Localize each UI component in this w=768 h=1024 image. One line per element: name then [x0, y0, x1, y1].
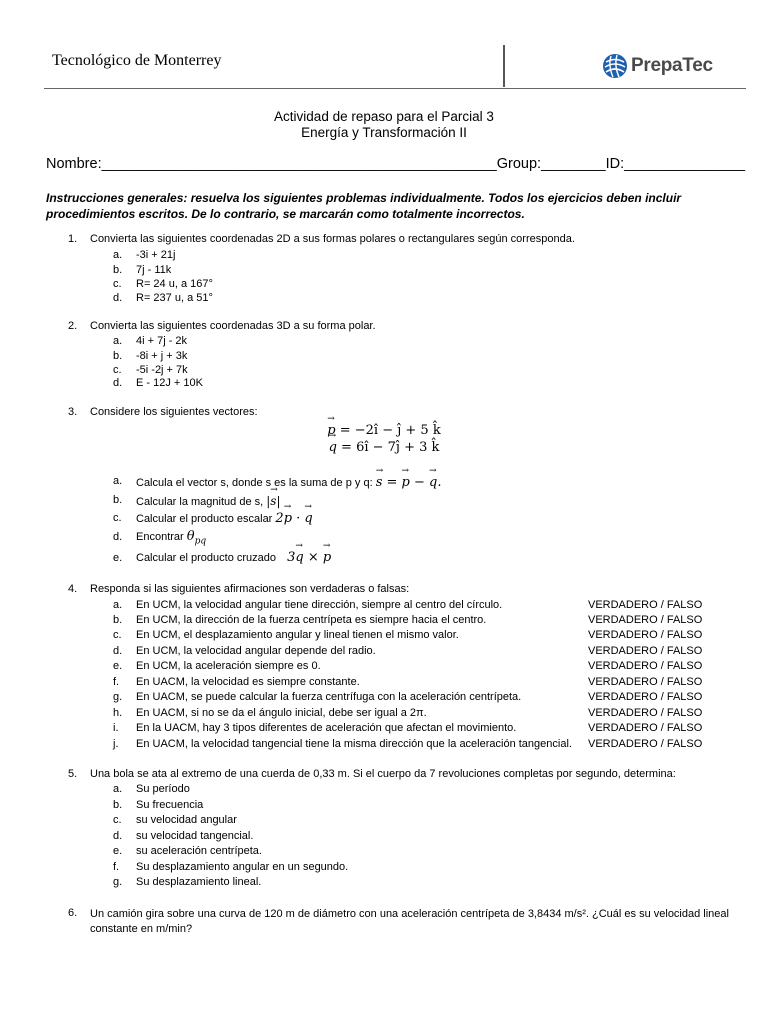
q3-letter: d. [113, 531, 123, 543]
dot-product-expression: 2→ p · → q [275, 511, 312, 526]
q4-letter: d. [113, 645, 123, 657]
school-name: Tecnológico de Monterrey [52, 52, 222, 69]
q5-letter: b. [113, 799, 123, 811]
q5-letter: c. [113, 814, 122, 826]
q4-letter: a. [113, 599, 123, 611]
q1-item: R= 24 u, a 167° [136, 278, 213, 290]
q5-item: Su período [136, 783, 190, 795]
q1-letter: b. [113, 264, 123, 276]
q4-letter: b. [113, 614, 123, 626]
true-false-label: VERDADERO / FALSO [588, 645, 703, 657]
q2-item: 4i + 7j - 2k [136, 335, 188, 347]
q1-letter: c. [113, 278, 122, 290]
title-line-2: Energía y Transformación II [301, 125, 467, 140]
q2-letter: c. [113, 364, 122, 376]
q3-item-text: Calcular el producto escalar [136, 513, 276, 525]
q3-number: 3. [68, 406, 78, 418]
q5-item: su velocidad angular [136, 814, 237, 826]
q5-item: Su desplazamiento angular en un segundo. [136, 861, 349, 873]
q5-text: Una bola se ata al extremo de una cuerda de 0,33 m. Si el cuerpo da 7 revoluciones completas por segundo, determina: [90, 768, 676, 780]
globe-icon [602, 53, 628, 79]
q3-item-d [136, 529, 206, 547]
vector-p-components: = −2î − ĵ + 5 k̂ [335, 423, 441, 438]
q2-number: 2. [68, 320, 78, 332]
q6-number: 6. [68, 907, 78, 919]
true-false-label: VERDADERO / FALSO [588, 691, 703, 703]
q3-letter: e. [113, 552, 123, 564]
q5-letter: a. [113, 783, 123, 795]
true-false-label: VERDADERO / FALSO [588, 660, 703, 672]
q5-item: Su desplazamiento lineal. [136, 876, 262, 888]
q4-number: 4. [68, 583, 78, 595]
q2-item: -5i -2j + 7k [136, 364, 188, 376]
q5-item: Su frecuencia [136, 799, 204, 811]
q4-letter: f. [113, 676, 120, 688]
true-false-label: VERDADERO / FALSO [588, 707, 703, 719]
q4-statement: En UACM, si no se da el ángulo inicial, debe ser igual a 2π. [136, 707, 427, 719]
q4-statement: En UACM, la velocidad es siempre constante. [136, 676, 360, 688]
magnitude-expression: |→ s| [266, 494, 280, 508]
q2-letter: b. [113, 350, 123, 362]
q3-text: Considere los siguientes vectores: [90, 406, 258, 418]
q6-text: Un camión gira sobre una curva de 120 m de diámetro con una aceleración centrípeta de 3,8434 m/s². ¿Cuál es su velocidad lineal constante en m/min? [90, 908, 729, 935]
q5-letter: e. [113, 845, 123, 857]
q1-letter: d. [113, 292, 123, 304]
q2-letter: d. [113, 377, 123, 389]
true-false-label: VERDADERO / FALSO [588, 738, 703, 750]
instructions: Instrucciones generales: resuelva los siguientes problemas individualmente. Todos los ejercicios deben incluir procedimientos escritos. De lo contrario, se marcarán como totalmente incorrectos. [46, 191, 682, 221]
logo-text: PrepaTec [631, 55, 713, 76]
q5-item: su aceleración centrípeta. [136, 845, 262, 857]
q3-item-c [136, 511, 313, 526]
true-false-label: VERDADERO / FALSO [588, 676, 703, 688]
q4-letter: c. [113, 629, 122, 641]
vector-p-symbol: → p [327, 423, 335, 438]
q3-item-text: Encontrar [136, 531, 187, 543]
q3-letter: c. [113, 512, 122, 524]
prepatec-logo [602, 53, 713, 79]
q1-item: R= 237 u, a 51° [136, 292, 213, 304]
vector-q-components: = 6î − 7ĵ + 3 k̂ [336, 440, 440, 455]
q4-letter: j. [113, 738, 119, 750]
header-rule [44, 88, 746, 89]
q2-letter: a. [113, 335, 123, 347]
q5-letter: f. [113, 861, 120, 873]
vector-q-symbol: → q [329, 440, 337, 455]
q5-letter: g. [113, 876, 123, 888]
q4-letter: h. [113, 707, 123, 719]
q1-item: -3i + 21j [136, 249, 176, 261]
q3-item-text: Calcular el producto cruzado [136, 552, 280, 564]
true-false-label: VERDADERO / FALSO [588, 614, 703, 626]
q5-number: 5. [68, 768, 78, 780]
q4-statement: En UCM, la aceleración siempre es 0. [136, 660, 321, 672]
q3-letter: a. [113, 475, 123, 487]
vector-p-equation [0, 423, 768, 438]
vector-q-equation [0, 440, 768, 455]
q1-letter: a. [113, 249, 123, 261]
q4-statement: En UCM, la dirección de la fuerza centrípeta es siempre hacia el centro. [136, 614, 487, 626]
q5-item: su velocidad tangencial. [136, 830, 254, 842]
q4-text: Responda si las siguientes afirmaciones son verdaderas o falsas: [90, 583, 410, 595]
q4-statement: En la UACM, hay 3 tipos diferentes de aceleración que afectan el movimiento. [136, 722, 517, 734]
q4-letter: g. [113, 691, 123, 703]
true-false-label: VERDADERO / FALSO [588, 722, 703, 734]
sum-expression: → s = → p − → q. [376, 475, 442, 490]
q2-text: Convierta las siguientes coordenadas 3D a su forma polar. [90, 320, 376, 332]
q4-letter: e. [113, 660, 123, 672]
q3-item-a [136, 475, 442, 490]
true-false-label: VERDADERO / FALSO [588, 599, 703, 611]
q3-item-b [136, 494, 281, 508]
q4-statement: En UCM, la velocidad angular depende del radio. [136, 645, 376, 657]
q3-item-text: Calcula el vector s, donde s es la suma de p y q: [136, 477, 376, 489]
q4-letter: i. [113, 722, 119, 734]
q1-item: 7j - 11k [136, 264, 172, 276]
q3-item-text: Calcular la magnitud de s, [136, 496, 267, 508]
q4-statement: En UACM, se puede calcular la fuerza centrífuga con la aceleración centrípeta. [136, 691, 522, 703]
q1-number: 1. [68, 233, 78, 245]
true-false-label: VERDADERO / FALSO [588, 629, 703, 641]
q5-letter: d. [113, 830, 123, 842]
cross-product-expression: 3→ q × → p [287, 550, 331, 565]
header-divider [503, 45, 505, 87]
q1-text: Convierta las siguientes coordenadas 2D a sus formas polares o rectangulares según corresponda. [90, 233, 575, 245]
q2-item: -8i + j + 3k [136, 350, 188, 362]
q4-statement: En UACM, la velocidad tangencial tiene la misma dirección que la aceleración tangencial. [136, 738, 572, 750]
q2-item: E - 12J + 10K [136, 377, 203, 389]
q3-letter: b. [113, 494, 123, 506]
student-fields: Nombre:_________________________________________________Group:________ID:_______________ [46, 156, 746, 172]
title-line-1: Actividad de repaso para el Parcial 3 [274, 109, 494, 124]
angle-expression: $\theta_{pq}$ [186, 529, 207, 547]
q3-item-e [136, 550, 331, 565]
q4-statement: En UCM, la velocidad angular tiene dirección, siempre al centro del círculo. [136, 599, 503, 611]
q4-statement: En UCM, el desplazamiento angular y lineal tienen el mismo valor. [136, 629, 459, 641]
